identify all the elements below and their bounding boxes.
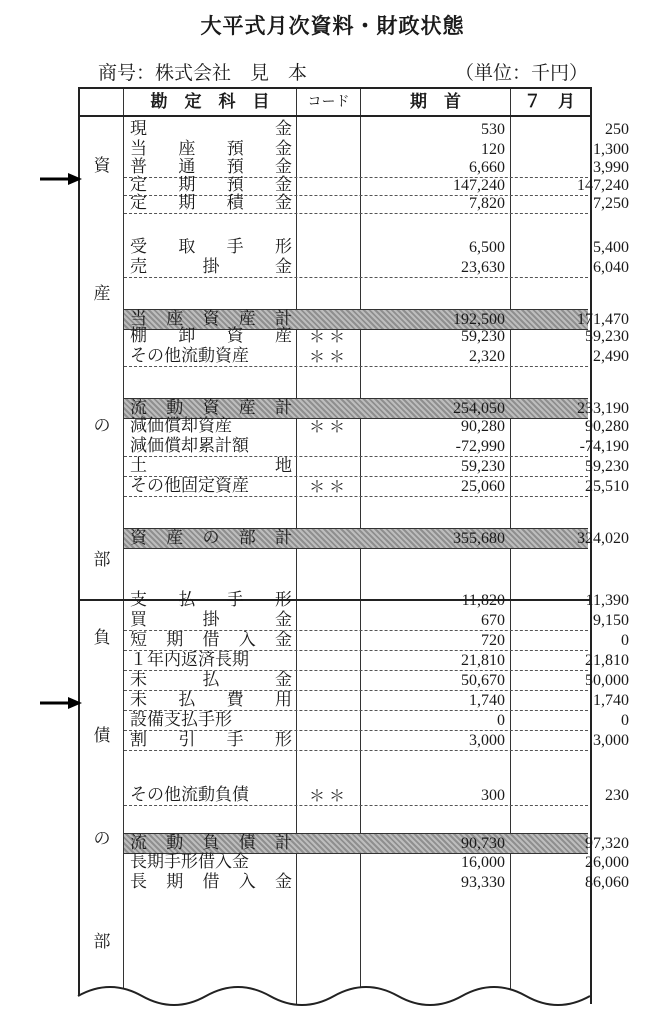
july-value <box>511 611 635 630</box>
account-name: 長期手形借入金 <box>130 852 249 872</box>
value-text: 324,020 <box>577 530 629 547</box>
account-code: ＊＊ <box>308 347 349 366</box>
table-row <box>124 119 629 139</box>
account-name: １年内返済長期 <box>130 650 249 670</box>
value-text: 7,820 <box>469 195 505 212</box>
opening-value <box>361 194 511 213</box>
value-text: -74,190 <box>579 438 629 455</box>
value-text: 6,040 <box>593 259 629 276</box>
opening-value <box>361 591 511 610</box>
value-text: 90,730 <box>461 835 505 852</box>
table-row <box>124 630 629 651</box>
value-text: 147,240 <box>453 177 505 194</box>
account-name: 割 引 手 形 <box>130 730 292 750</box>
account-code: ＊＊ <box>308 786 349 805</box>
account-code <box>297 399 361 418</box>
torn-edge-wave <box>78 980 590 1024</box>
july-value <box>511 477 635 496</box>
value-text: 147,240 <box>577 177 629 194</box>
value-text: 1,300 <box>593 141 629 158</box>
account-name: 資 産 の 部 計 <box>130 528 292 548</box>
opening-value <box>361 327 511 346</box>
value-text: 50,670 <box>461 672 505 689</box>
value-text: 230 <box>605 787 629 804</box>
account-code <box>297 457 361 476</box>
value-text: 720 <box>481 632 505 649</box>
value-text: 59,230 <box>461 458 505 475</box>
july-value <box>511 399 635 418</box>
side-label: の <box>93 416 111 436</box>
opening-value <box>361 176 511 195</box>
account-code <box>297 691 361 710</box>
opening-value <box>361 651 511 670</box>
account-name: 流 動 負 債 計 <box>130 833 292 853</box>
july-value <box>511 786 635 805</box>
account-name: 支 払 手 形 <box>130 590 292 610</box>
value-text: 3,000 <box>469 732 505 749</box>
account-name: 棚 卸 資 産 <box>130 326 292 346</box>
account-name: 減価償却資産 <box>130 416 232 436</box>
value-text: 11,820 <box>461 592 505 609</box>
account-code <box>297 176 361 195</box>
value-text: 1,740 <box>469 692 505 709</box>
table-row <box>124 237 629 257</box>
value-text: 233,190 <box>577 400 629 417</box>
unit-label: （単位：千円） <box>454 62 588 84</box>
side-label: 部 <box>93 932 111 952</box>
side-label: 資 <box>93 156 111 176</box>
subtotal-row <box>124 528 629 549</box>
july-value <box>511 437 635 456</box>
account-name: その他流動負債 <box>130 785 249 805</box>
july-value <box>511 347 635 366</box>
opening-value <box>361 238 511 257</box>
value-text: 171,470 <box>577 311 629 328</box>
value-text: 59,230 <box>585 458 629 475</box>
july-value <box>511 853 635 872</box>
account-name: 受 取 手 形 <box>130 237 292 257</box>
opening-value <box>361 631 511 650</box>
account-code <box>297 529 361 548</box>
company-name: 商号：株式会社 見 本 <box>98 62 308 84</box>
value-text: 3,990 <box>593 159 629 176</box>
value-text: 670 <box>481 612 505 629</box>
account-name: 売 掛 金 <box>130 257 292 277</box>
arrow-right-icon <box>40 697 80 707</box>
opening-value <box>361 417 511 436</box>
opening-value <box>361 457 511 476</box>
july-value <box>511 457 635 476</box>
value-text: 120 <box>481 141 505 158</box>
value-text: 2,320 <box>469 348 505 365</box>
opening-value <box>361 347 511 366</box>
table-row <box>124 476 629 497</box>
value-text: 21,810 <box>461 652 505 669</box>
value-text: 5,400 <box>593 239 629 256</box>
account-code <box>297 651 361 670</box>
july-value <box>511 691 635 710</box>
opening-value <box>361 786 511 805</box>
side-label: 部 <box>93 550 111 570</box>
header-code: コード <box>307 94 350 110</box>
value-text: 355,680 <box>453 530 505 547</box>
opening-value <box>361 477 511 496</box>
value-text: 16,000 <box>461 854 505 871</box>
table-row <box>124 670 629 691</box>
value-text: 23,630 <box>461 259 505 276</box>
opening-value <box>361 853 511 872</box>
july-value <box>511 671 635 690</box>
account-name: 短 期 借 入 金 <box>130 630 292 650</box>
opening-value <box>361 611 511 630</box>
account-code <box>297 140 361 159</box>
account-name: 定 期 積 金 <box>130 193 292 213</box>
value-text: 11,390 <box>585 592 629 609</box>
account-name: 設備支払手形 <box>130 710 232 730</box>
account-name: その他流動資産 <box>130 346 249 366</box>
opening-value <box>361 158 511 177</box>
account-name: 普 通 預 金 <box>130 157 292 177</box>
july-value <box>511 834 635 853</box>
value-text: 86,060 <box>585 874 629 891</box>
opening-value <box>361 731 511 750</box>
value-text: 59,230 <box>461 328 505 345</box>
header-item: 勘 定 科 目 <box>150 92 270 112</box>
july-value <box>511 176 635 195</box>
account-code <box>297 611 361 630</box>
account-name: 当 座 預 金 <box>130 139 292 159</box>
account-name: 現 金 <box>130 119 292 139</box>
value-text: 93,330 <box>461 874 505 891</box>
opening-value <box>361 258 511 277</box>
value-text: 6,500 <box>469 239 505 256</box>
header-col1: 期 首 <box>410 92 461 112</box>
account-code <box>297 834 361 853</box>
account-name: その他固定資産 <box>130 476 249 496</box>
july-value <box>511 711 635 730</box>
subtotal-row <box>124 833 629 854</box>
opening-value <box>361 691 511 710</box>
value-text: 250 <box>605 121 629 138</box>
account-code <box>297 194 361 213</box>
table-row <box>124 872 629 892</box>
opening-value <box>361 140 511 159</box>
value-text: 2,490 <box>593 348 629 365</box>
opening-value <box>361 399 511 418</box>
table-row <box>124 416 629 436</box>
side-label: 債 <box>93 726 111 746</box>
opening-value <box>361 873 511 892</box>
value-text: 97,320 <box>585 835 629 852</box>
account-name: 長 期 借 入 金 <box>130 872 292 892</box>
account-code <box>297 731 361 750</box>
value-text: 0 <box>621 712 629 729</box>
july-value <box>511 631 635 650</box>
opening-value <box>361 671 511 690</box>
july-value <box>511 591 635 610</box>
july-value <box>511 158 635 177</box>
account-name: 土 地 <box>130 456 292 476</box>
july-value <box>511 731 635 750</box>
account-name: 未 払 金 <box>130 670 292 690</box>
table-row <box>124 456 629 477</box>
header-col2: ７ 月 <box>524 92 575 112</box>
account-code <box>297 120 361 139</box>
opening-value <box>361 834 511 853</box>
table-row <box>124 436 629 457</box>
table-row <box>124 730 629 751</box>
table-row <box>124 326 629 346</box>
table-header <box>80 89 590 117</box>
value-text: 530 <box>481 121 505 138</box>
account-name: 当 座 資 産 計 <box>130 309 292 329</box>
table-row <box>124 650 629 671</box>
july-value <box>511 327 635 346</box>
account-code: ＊＊ <box>308 417 349 436</box>
account-name: 買 掛 金 <box>130 610 292 630</box>
value-text: 59,230 <box>585 328 629 345</box>
account-code <box>297 238 361 257</box>
table-row <box>124 785 629 806</box>
value-text: 0 <box>621 632 629 649</box>
opening-value <box>361 529 511 548</box>
july-value <box>511 120 635 139</box>
account-code <box>297 671 361 690</box>
account-code <box>297 437 361 456</box>
july-value <box>511 194 635 213</box>
value-text: 300 <box>481 787 505 804</box>
value-text: 1,740 <box>593 692 629 709</box>
table-row <box>124 610 629 631</box>
value-text: 9,150 <box>593 612 629 629</box>
account-name: 定 期 預 金 <box>130 175 292 195</box>
value-text: 21,810 <box>585 652 629 669</box>
table-row <box>124 590 629 610</box>
value-text: 192,500 <box>453 311 505 328</box>
value-text: 90,280 <box>461 418 505 435</box>
account-code <box>297 873 361 892</box>
account-code <box>297 258 361 277</box>
value-text: 25,510 <box>585 478 629 495</box>
account-code: ＊＊ <box>308 477 349 496</box>
july-value <box>511 140 635 159</box>
account-name: 減価償却累計額 <box>130 436 249 456</box>
account-name: 未 払 費 用 <box>130 690 292 710</box>
value-text: 50,000 <box>585 672 629 689</box>
value-text: 90,280 <box>585 418 629 435</box>
account-code: ＊＊ <box>308 327 349 346</box>
document-title: 大平式月次資料・財政状態 <box>200 14 465 38</box>
value-text: 3,000 <box>593 732 629 749</box>
account-code <box>297 158 361 177</box>
account-code <box>297 591 361 610</box>
account-name: 流 動 資 産 計 <box>130 398 292 418</box>
account-code <box>297 853 361 872</box>
value-text: 254,050 <box>453 400 505 417</box>
table-row <box>124 852 629 872</box>
account-code <box>297 711 361 730</box>
july-value <box>511 651 635 670</box>
table-row <box>124 257 629 278</box>
arrow-right-icon <box>40 173 80 183</box>
july-value <box>511 417 635 436</box>
value-text: -72,990 <box>455 438 505 455</box>
july-value <box>511 258 635 277</box>
value-text: 0 <box>497 712 505 729</box>
side-label: 負 <box>93 628 111 648</box>
value-text: 25,060 <box>461 478 505 495</box>
table-row <box>124 346 629 367</box>
account-code <box>297 631 361 650</box>
value-text: 26,000 <box>585 854 629 871</box>
july-value <box>511 873 635 892</box>
value-text: 6,660 <box>469 159 505 176</box>
opening-value <box>361 711 511 730</box>
side-label: の <box>93 829 111 849</box>
financial-table <box>78 87 629 1004</box>
opening-value <box>361 437 511 456</box>
table-row <box>124 690 629 711</box>
value-text: 7,250 <box>593 195 629 212</box>
opening-value <box>361 120 511 139</box>
table-row <box>124 710 629 731</box>
july-value <box>511 529 635 548</box>
table-row <box>124 193 629 214</box>
side-label: 産 <box>93 284 111 304</box>
july-value <box>511 238 635 257</box>
